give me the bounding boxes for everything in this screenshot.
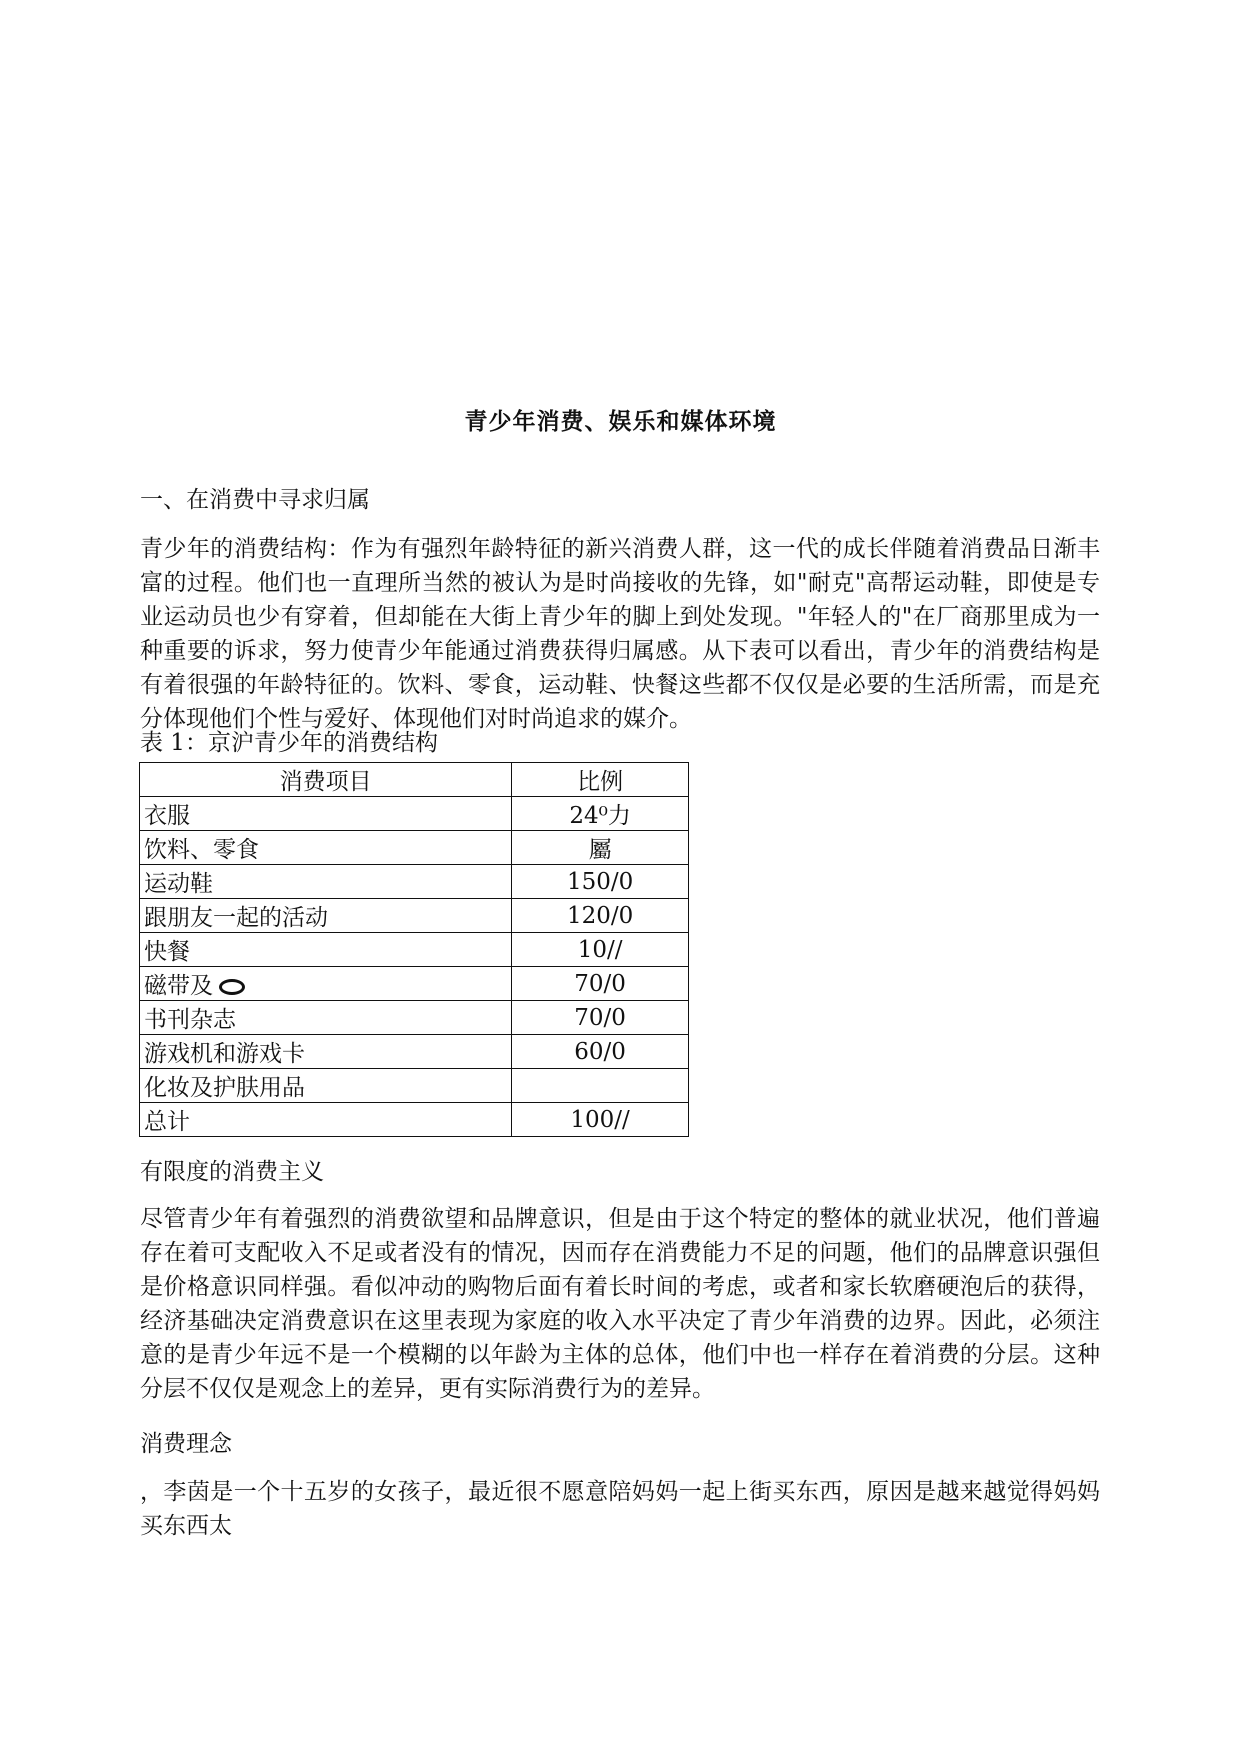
table-row (140, 1001, 689, 1035)
table-cell-ratio: 100// (512, 1103, 689, 1137)
section-heading: 一、在消费中寻求归属 (140, 487, 370, 513)
table-cell-ratio: 70/0 (512, 1001, 689, 1035)
table-row (140, 831, 689, 865)
table-header-row (140, 763, 689, 797)
table-cell-item: 书刊杂志 (140, 1001, 512, 1035)
table-row (140, 933, 689, 967)
table-cell-ratio: 150/0 (512, 865, 689, 899)
table-cell-item: 运动鞋 (140, 865, 512, 899)
table-cell-item (140, 967, 512, 1001)
paragraph-consumption-structure: 青少年的消费结构：作为有强烈年龄特征的新兴消费人群，这一代的成长伴随着消费品日渐丰富的过程。他们也一直理所当然的被认为是时尚接收的先锋，如"耐克"高帮运动鞋，即使是专业运动员也少有穿着，但却能在大街上青少年的脚上到处发现。"年轻人的"在厂商那里成为一种重要的诉求，努力使青少年能通过消费获得归属感。从下表可以看出，青少年的消费结构是有着很强的年龄特征的。饮料、零食，运动鞋、快餐这些都不仅仅是必要的生活所需，而是充分体现他们个性与爱好、体现他们对时尚追求的媒介。 (140, 536, 1100, 732)
table-cell-item: 游戏机和游戏卡 (140, 1035, 512, 1069)
circle-glyph-icon (219, 979, 245, 995)
consumption-table (139, 762, 689, 1137)
table-cell-item: 快餐 (140, 933, 512, 967)
table-cell-ratio: 10// (512, 933, 689, 967)
table-cell-item: 总计 (140, 1103, 512, 1137)
table-cell-item: 化妆及护肤用品 (140, 1069, 512, 1103)
paragraph-limited-consumerism: 尽管青少年有着强烈的消费欲望和品牌意识，但是由于这个特定的整体的就业状况，他们普遍存在着可支配收入不足或者没有的情况，因而存在消费能力不足的问题，他们的品牌意识强但是价格意识同样强。看似冲动的购物后面有着长时间的考虑，或者和家长软磨硬泡后的获得，经济基础决定消费意识在这里表现为家庭的收入水平决定了青少年消费的边界。因此，必须注意的是青少年远不是一个模糊的以年龄为主体的总体，他们中也一样存在着消费的分层。这种分层不仅仅是观念上的差异，更有实际消费行为的差异。 (140, 1206, 1100, 1402)
table-row (140, 797, 689, 831)
subheading-consumption-concept: 消费理念 (140, 1431, 232, 1457)
table-caption: 表 1：京沪青少年的消费结构 (140, 730, 438, 756)
table-row (140, 899, 689, 933)
table-cell-ratio: 屬 (512, 831, 689, 865)
table-cell-item-text: 磁带及 (144, 973, 213, 999)
table-row (140, 1069, 689, 1103)
table-cell-item: 跟朋友一起的活动 (140, 899, 512, 933)
table-cell-item: 饮料、零食 (140, 831, 512, 865)
table-cell-item: 衣服 (140, 797, 512, 831)
subheading-limited-consumerism: 有限度的消费主义 (140, 1159, 324, 1185)
table-cell-ratio: 70/0 (512, 967, 689, 1001)
table-header-ratio: 比例 (512, 763, 689, 797)
table-cell-ratio: 120/0 (512, 899, 689, 933)
table-cell-ratio: 60/0 (512, 1035, 689, 1069)
table-row (140, 1035, 689, 1069)
table-row (140, 865, 689, 899)
table-header-item: 消费项目 (140, 763, 512, 797)
paragraph-consumption-concept: ，李茵是一个十五岁的女孩子，最近很不愿意陪妈妈一起上街买东西，原因是越来越觉得妈妈买东西太 (140, 1479, 1100, 1539)
table-cell-ratio: 24⁰力 (512, 797, 689, 831)
table-cell-ratio (512, 1069, 689, 1103)
document-title: 青少年消费、娱乐和媒体环境 (464, 408, 777, 435)
table-row (140, 1103, 689, 1137)
table-row (140, 967, 689, 1001)
